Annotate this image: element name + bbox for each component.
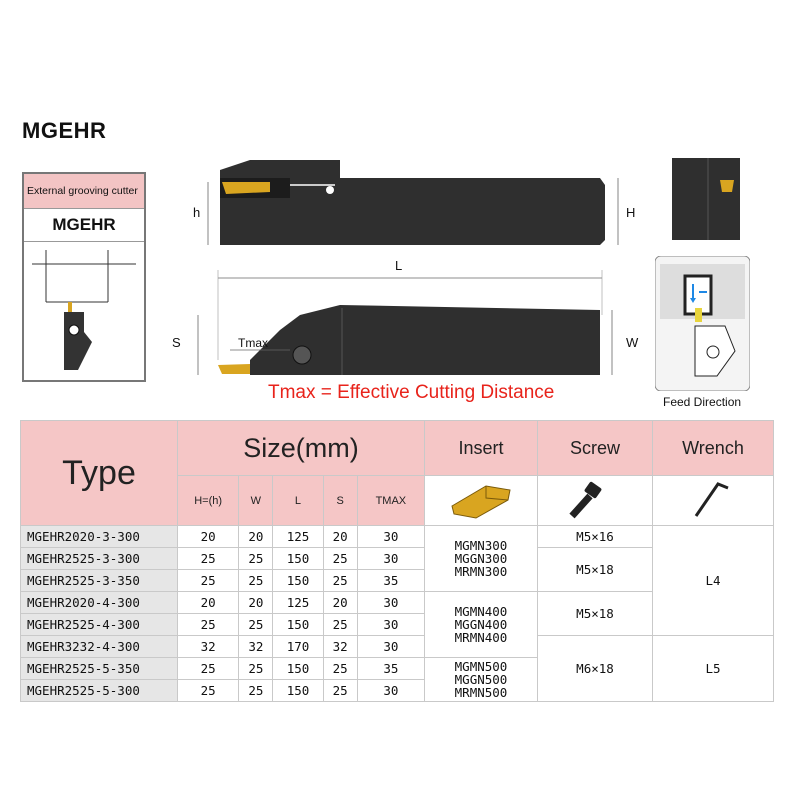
- cell-w: 25: [239, 614, 273, 636]
- row-type: MGEHR2020-4-300: [21, 592, 178, 614]
- dim-H-label: H: [626, 205, 636, 220]
- insert-cell: MGMN500 MGGN500 MRMN500: [425, 658, 538, 702]
- page-title: MGEHR: [22, 118, 107, 143]
- cell-tmax: 30: [357, 548, 424, 570]
- cell-tmax: 35: [357, 658, 424, 680]
- insert-header: Insert: [425, 421, 538, 476]
- spec-table: [20, 420, 774, 702]
- cell-tmax: 30: [357, 680, 424, 702]
- insert-cell: MGMN400 MGGN400 MRMN400: [425, 592, 538, 658]
- cell-tmax: 30: [357, 592, 424, 614]
- screw-cell: M5×18: [538, 548, 653, 592]
- screw-cell: M6×18: [538, 636, 653, 702]
- feed-diagram: [655, 256, 750, 391]
- size-header: Size(mm): [178, 421, 425, 476]
- tool-sketch: [24, 242, 144, 378]
- col-l: L: [273, 476, 323, 526]
- cell-s: 25: [323, 658, 357, 680]
- row-type: MGEHR2525-4-300: [21, 614, 178, 636]
- card-header: External grooving cutter: [24, 174, 144, 209]
- wrench-header: Wrench: [653, 421, 774, 476]
- cell-w: 32: [239, 636, 273, 658]
- cell-w: 25: [239, 658, 273, 680]
- cell-s: 20: [323, 526, 357, 548]
- feed-direction-label: Feed Direction: [663, 395, 742, 409]
- dim-S-label: S: [172, 335, 181, 350]
- dim-L-label: L: [395, 258, 403, 273]
- tool-side-view: [170, 260, 630, 390]
- screw-image-cell: [538, 476, 653, 526]
- cell-h: 25: [178, 680, 239, 702]
- card-name: MGEHR: [24, 209, 144, 242]
- col-tmax: TMAX: [357, 476, 424, 526]
- wrench-image: [678, 476, 748, 522]
- cell-s: 20: [323, 592, 357, 614]
- screw-image: [560, 476, 630, 522]
- screw-header: Screw: [538, 421, 653, 476]
- col-h: H=(h): [178, 476, 239, 526]
- dim-W-label: W: [626, 335, 639, 350]
- cell-h: 20: [178, 526, 239, 548]
- cell-l: 150: [273, 548, 323, 570]
- cell-tmax: 35: [357, 570, 424, 592]
- cell-h: 25: [178, 570, 239, 592]
- cell-l: 170: [273, 636, 323, 658]
- row-type: MGEHR2020-3-300: [21, 526, 178, 548]
- wrench-image-cell: [653, 476, 774, 526]
- cell-l: 150: [273, 658, 323, 680]
- cell-h: 32: [178, 636, 239, 658]
- cell-s: 32: [323, 636, 357, 658]
- insert-cell: MGMN300 MGGN300 MRMN300: [425, 526, 538, 592]
- cell-tmax: 30: [357, 526, 424, 548]
- insert-image-cell: [425, 476, 538, 526]
- cell-l: 150: [273, 614, 323, 636]
- dim-h-label: h: [193, 205, 201, 220]
- wrench-cell: L5: [653, 636, 774, 702]
- table-row: [21, 636, 774, 658]
- row-type: MGEHR2525-5-350: [21, 658, 178, 680]
- col-w: W: [239, 476, 273, 526]
- tool-card: [22, 172, 146, 382]
- row-type: MGEHR2525-3-350: [21, 570, 178, 592]
- dim-tmax-label: Tmax: [238, 336, 268, 350]
- tmax-note: Tmax = Effective Cutting Distance: [268, 382, 555, 403]
- screw-cell: M5×16: [538, 526, 653, 548]
- cell-w: 25: [239, 570, 273, 592]
- cell-w: 25: [239, 680, 273, 702]
- cell-w: 20: [239, 526, 273, 548]
- tool-top-view: [190, 150, 650, 260]
- cell-h: 25: [178, 658, 239, 680]
- table-row: [21, 526, 774, 548]
- type-header: Type: [21, 421, 178, 526]
- cell-s: 25: [323, 570, 357, 592]
- cell-s: 25: [323, 614, 357, 636]
- cell-tmax: 30: [357, 614, 424, 636]
- tool-end-view: [672, 158, 740, 240]
- cell-h: 20: [178, 592, 239, 614]
- cell-s: 25: [323, 548, 357, 570]
- row-type: MGEHR2525-5-300: [21, 680, 178, 702]
- row-type: MGEHR2525-3-300: [21, 548, 178, 570]
- cell-tmax: 30: [357, 636, 424, 658]
- col-s: S: [323, 476, 357, 526]
- cell-w: 20: [239, 592, 273, 614]
- cell-s: 25: [323, 680, 357, 702]
- cell-h: 25: [178, 614, 239, 636]
- cell-l: 125: [273, 592, 323, 614]
- screw-cell: M5×18: [538, 592, 653, 636]
- cell-w: 25: [239, 548, 273, 570]
- row-type: MGEHR3232-4-300: [21, 636, 178, 658]
- cell-h: 25: [178, 548, 239, 570]
- cell-l: 150: [273, 570, 323, 592]
- wrench-cell: L4: [653, 526, 774, 636]
- insert-image: [446, 476, 516, 522]
- cell-l: 125: [273, 526, 323, 548]
- cell-l: 150: [273, 680, 323, 702]
